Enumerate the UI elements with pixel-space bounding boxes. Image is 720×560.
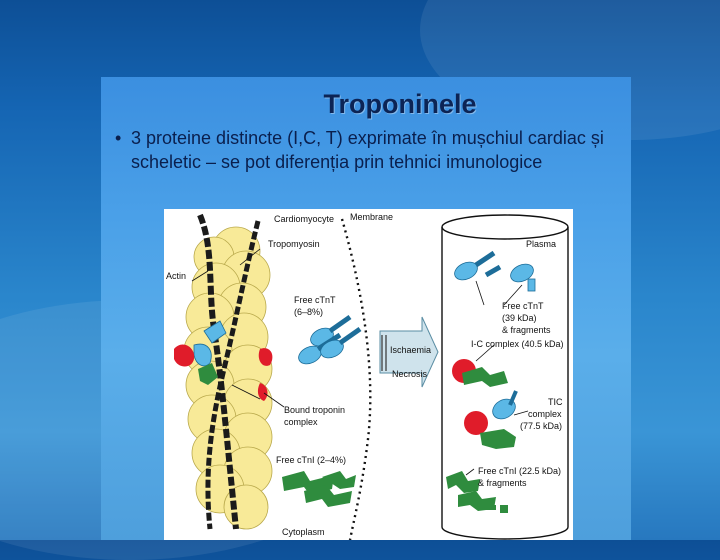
label-cytoplasm: Cytoplasm	[282, 527, 325, 537]
label-plasma-ctnt-fragments: & fragments	[502, 325, 551, 335]
plasma-ctnt	[452, 253, 537, 291]
label-membrane: Membrane	[350, 212, 394, 222]
label-ischaemia: Ischaemia	[390, 345, 432, 355]
label-free-ctnt: Free cTnT	[294, 295, 336, 305]
label-plasma-ctnt: Free cTnT	[502, 301, 544, 311]
label-plasma-ctnt-kda: (39 kDa)	[502, 313, 537, 323]
label-plasma: Plasma	[526, 239, 557, 249]
label-free-ctni: Free cTnI (2–4%)	[276, 455, 347, 465]
label-bound-troponin-complex: complex	[284, 417, 318, 427]
label-tic-kda: (77.5 kDa)	[520, 421, 563, 431]
cell-membrane	[342, 219, 370, 540]
ic-complex	[452, 359, 508, 387]
slide-title: Troponinele	[323, 89, 477, 119]
free-ctni-cytoplasm	[282, 471, 356, 507]
label-plasma-ctni: Free cTnI (22.5 kDa)	[478, 466, 562, 476]
label-tic-complex: complex	[528, 409, 562, 419]
label-tic: TIC	[548, 397, 563, 407]
label-actin: Actin	[166, 271, 187, 281]
label-ic-complex: I-C complex (40.5 kDa)	[471, 339, 564, 349]
tic-complex	[464, 391, 519, 449]
free-ctnt-cytoplasm	[296, 317, 360, 367]
label-tropomyosin: Tropomyosin	[268, 239, 320, 249]
bullet-text: 3 proteine distincte (I,C, T) exprimate în mușchiul cardiac și scheletic – se pot diferenția prin tehnici imunologice	[131, 128, 604, 172]
label-necrosis: Necrosis	[392, 369, 428, 379]
bullet-dot: •	[115, 128, 122, 148]
actin-filament	[184, 227, 272, 529]
label-bound-troponin: Bound troponin	[284, 405, 346, 415]
diagram-svg	[164, 209, 573, 540]
label-free-ctnt-pct: (6–8%)	[294, 307, 324, 317]
label-plasma-ctni-fragments: & fragments	[478, 478, 527, 488]
troponin-diagram	[164, 209, 573, 540]
label-cardiomyocyte: Cardiomyocyte	[274, 214, 335, 224]
